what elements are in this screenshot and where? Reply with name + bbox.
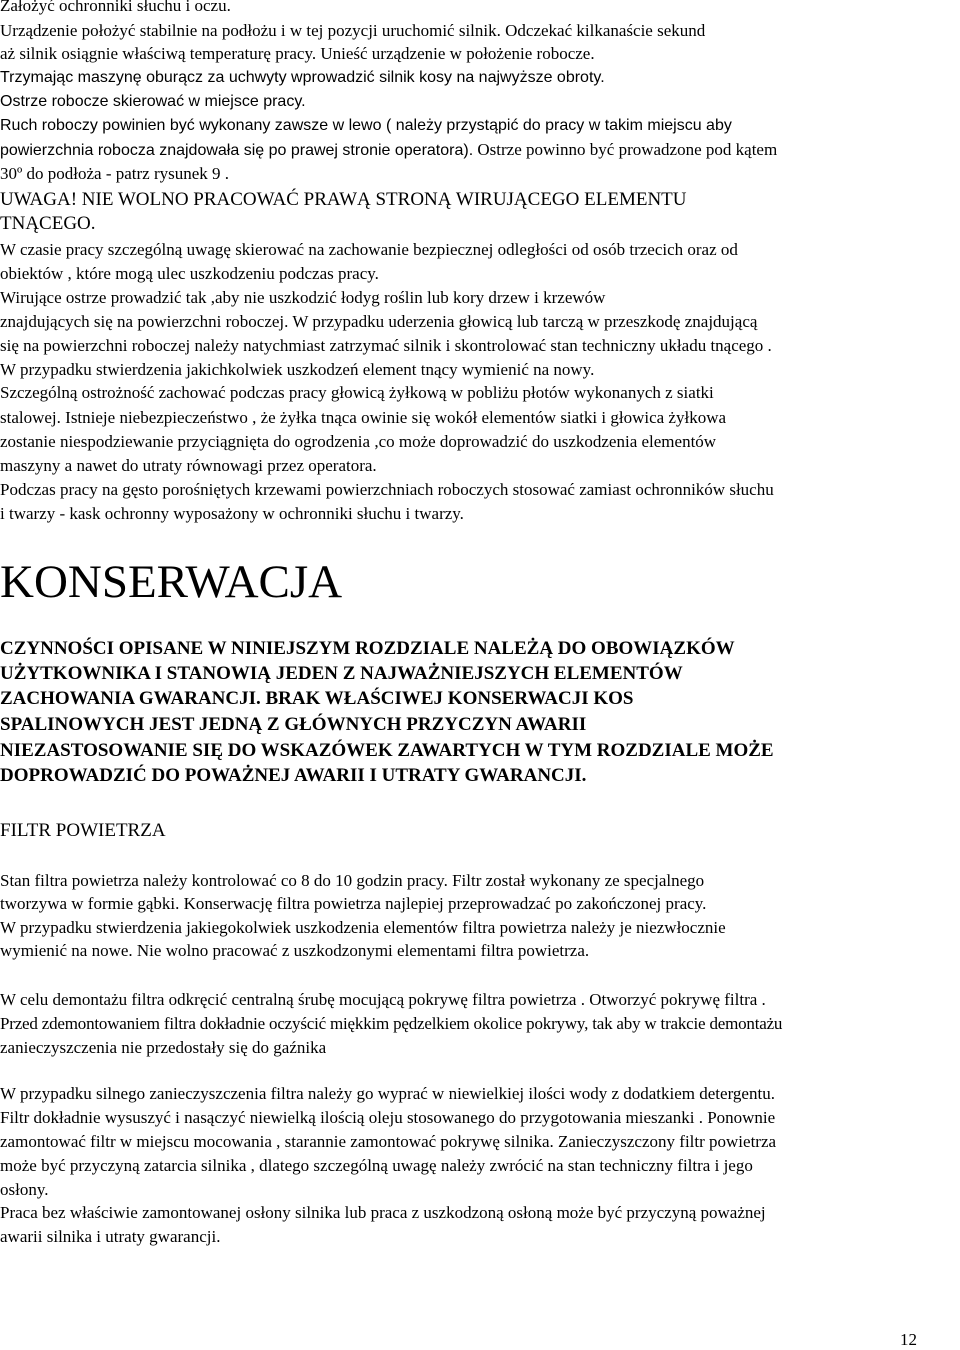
text-line: się na powierzchni roboczej należy natychmiast zatrzymać silnik i skontrolować stan techniczny układu tnącego . — [0, 336, 772, 355]
notice-line: DOPROWADZIĆ DO POWAŻNEJ AWARII I UTRATY GWARANCJI. — [0, 765, 587, 786]
text-line: wymienić na nowe. Nie wolno pracować z uszkodzonymi elementami filtra powietrza. — [0, 941, 590, 960]
text-line: Wirujące ostrze prowadzić tak ,aby nie uszkodzić łodyg roślin lub kory drzew i krzewów — [0, 288, 606, 307]
text-line: znajdujących się na powierzchni roboczej. W przypadku uderzenia głowicą lub tarczą w przeszkodę znajdującą — [0, 312, 758, 331]
text-line: może być przyczyną zatarcia silnika , dlatego szczególną uwagę należy zwrócić na stan techniczny filtra i jego — [0, 1156, 753, 1175]
text-line — [0, 138, 777, 163]
text-line: zamontować filtr w miejscu mocowania , starannie zamontować pokrywę silnika. Zanieczyszczony filtr powietrza — [0, 1132, 777, 1151]
text-line: W przypadku stwierdzenia jakiegokolwiek uszkodzenia elementów filtra powietrza należy je niezwłocznie — [0, 918, 726, 937]
text-line: Ruch roboczy powinien być wykonany zawsze w lewo ( należy przystąpić do pracy w takim miejscu aby — [0, 117, 732, 134]
text-line: i twarzy - kask ochronny wyposażony w ochronniki słuchu i twarzy. — [0, 504, 464, 523]
text-line: awarii silnika i utraty gwarancji. — [0, 1227, 221, 1246]
notice-line: ZACHOWANIA GWARANCJI. BRAK WŁAŚCIWEJ KONSERWACJI KOS — [0, 688, 634, 709]
text-line: W celu demontażu filtra odkręcić centralną śrubę mocującą pokrywę filtra powietrza . Otworzyć pokrywę filtra . — [0, 990, 766, 1009]
text-line: Ostrze robocze skierować w miejsce pracy. — [0, 93, 306, 110]
notice-line: CZYNNOŚCI OPISANE W NINIEJSZYM ROZDZIALE NALEŻĄ DO OBOWIĄZKÓW — [0, 638, 735, 659]
text-line: W przypadku silnego zanieczyszczenia filtra należy go wyprać w niewielkiej ilości wody z dodatkiem detergentu. — [0, 1084, 775, 1103]
text-line: Trzymając maszynę oburącz za uchwyty wprowadzić silnik kosy na najwyższe obroty. — [0, 69, 605, 86]
text-line: stalowej. Istnieje niebezpieczeństwo , że żyłka tnąca owinie się wokół elementów siatki i głowica żyłkowa — [0, 408, 727, 427]
text-line: 30º do podłoża - patrz rysunek 9 . — [0, 164, 230, 183]
warning-line: UWAGA! NIE WOLNO PRACOWAĆ PRAWĄ STRONĄ WIRUJĄCEGO ELEMENTU — [0, 189, 687, 210]
notice-line: SPALINOWYCH JEST JEDNĄ Z GŁÓWNYCH PRZYCZYN AWARII — [0, 714, 587, 735]
text-line: W czasie pracy szczególną uwagę skierować na zachowanie bezpiecznej odległości od osób trzecich oraz od — [0, 240, 738, 259]
text-line: Przed zdemontowaniem filtra dokładnie oczyścić miękkim pędzelkiem okolice pokrywy, tak aby w trakcie demontażu — [0, 1014, 783, 1033]
text-line: Praca bez właściwie zamontowanej osłony silnika lub praca z uszkodzoną osłoną może być przyczyną poważnej — [0, 1203, 766, 1222]
warning-line: TNĄCEGO. — [0, 213, 96, 234]
text-line: Podczas pracy na gęsto porośniętych krzewami powierzchniach roboczych stosować zamiast ochronników słuchu — [0, 480, 774, 499]
text-line: tworzywa w formie gąbki. Konserwację filtra powietrza najlepiej przeprowadzać po zakończonej pracy. — [0, 894, 707, 913]
text-segment: powierzchnia robocza znajdowała się po prawej stronie operatora). — [0, 142, 474, 159]
text-line: zanieczyszczenia nie przedostały się do gaźnika — [0, 1038, 327, 1057]
text-line: Stan filtra powietrza należy kontrolować co 8 do 10 godzin pracy. Filtr został wykonany ze specjalnego — [0, 871, 705, 890]
notice-line: UŻYTKOWNIKA I STANOWIĄ JEDEN Z NAJWAŻNIEJSZYCH ELEMENTÓW — [0, 663, 683, 684]
text-line: zostanie niespodziewanie przyciągnięta do ogrodzenia ,co może doprowadzić do uszkodzenia elementów — [0, 432, 717, 451]
text-segment: Ostrze powinno być prowadzone pod kątem — [473, 140, 778, 159]
section-title-konserwacja: KONSERWACJA — [0, 556, 343, 608]
text-line: Filtr dokładnie wysuszyć i nasączyć niewielką ilością oleju stosowanego do przygotowania mieszanki . Ponownie — [0, 1108, 776, 1127]
text-line: Założyć ochronniki słuchu i oczu. — [0, 0, 231, 15]
notice-line: NIEZASTOSOWANIE SIĘ DO WSKAZÓWEK ZAWARTYCH W TYM ROZDZIALE MOŻE — [0, 740, 774, 761]
page-number: 12 — [900, 1330, 917, 1349]
text-line: W przypadku stwierdzenia jakichkolwiek uszkodzeń element tnący wymienić na nowy. — [0, 360, 595, 379]
text-line: osłony. — [0, 1180, 49, 1199]
text-line: Szczególną ostrożność zachować podczas pracy głowicą żyłkową w pobliżu płotów wykonanych z siatki — [0, 383, 714, 402]
text-line: obiektów , które mogą ulec uszkodzeniu podczas pracy. — [0, 264, 379, 283]
text-line: maszyny a nawet do utraty równowagi przez operatora. — [0, 456, 377, 475]
text-line: Urządzenie położyć stabilnie na podłożu i w tej pozycji uruchomić silnik. Odczekać kilkanaście sekund — [0, 21, 706, 40]
section-title-filtr: FILTR POWIETRZA — [0, 820, 166, 841]
text-line: aż silnik osiągnie właściwą temperaturę pracy. Unieść urządzenie w położenie robocze. — [0, 44, 595, 63]
